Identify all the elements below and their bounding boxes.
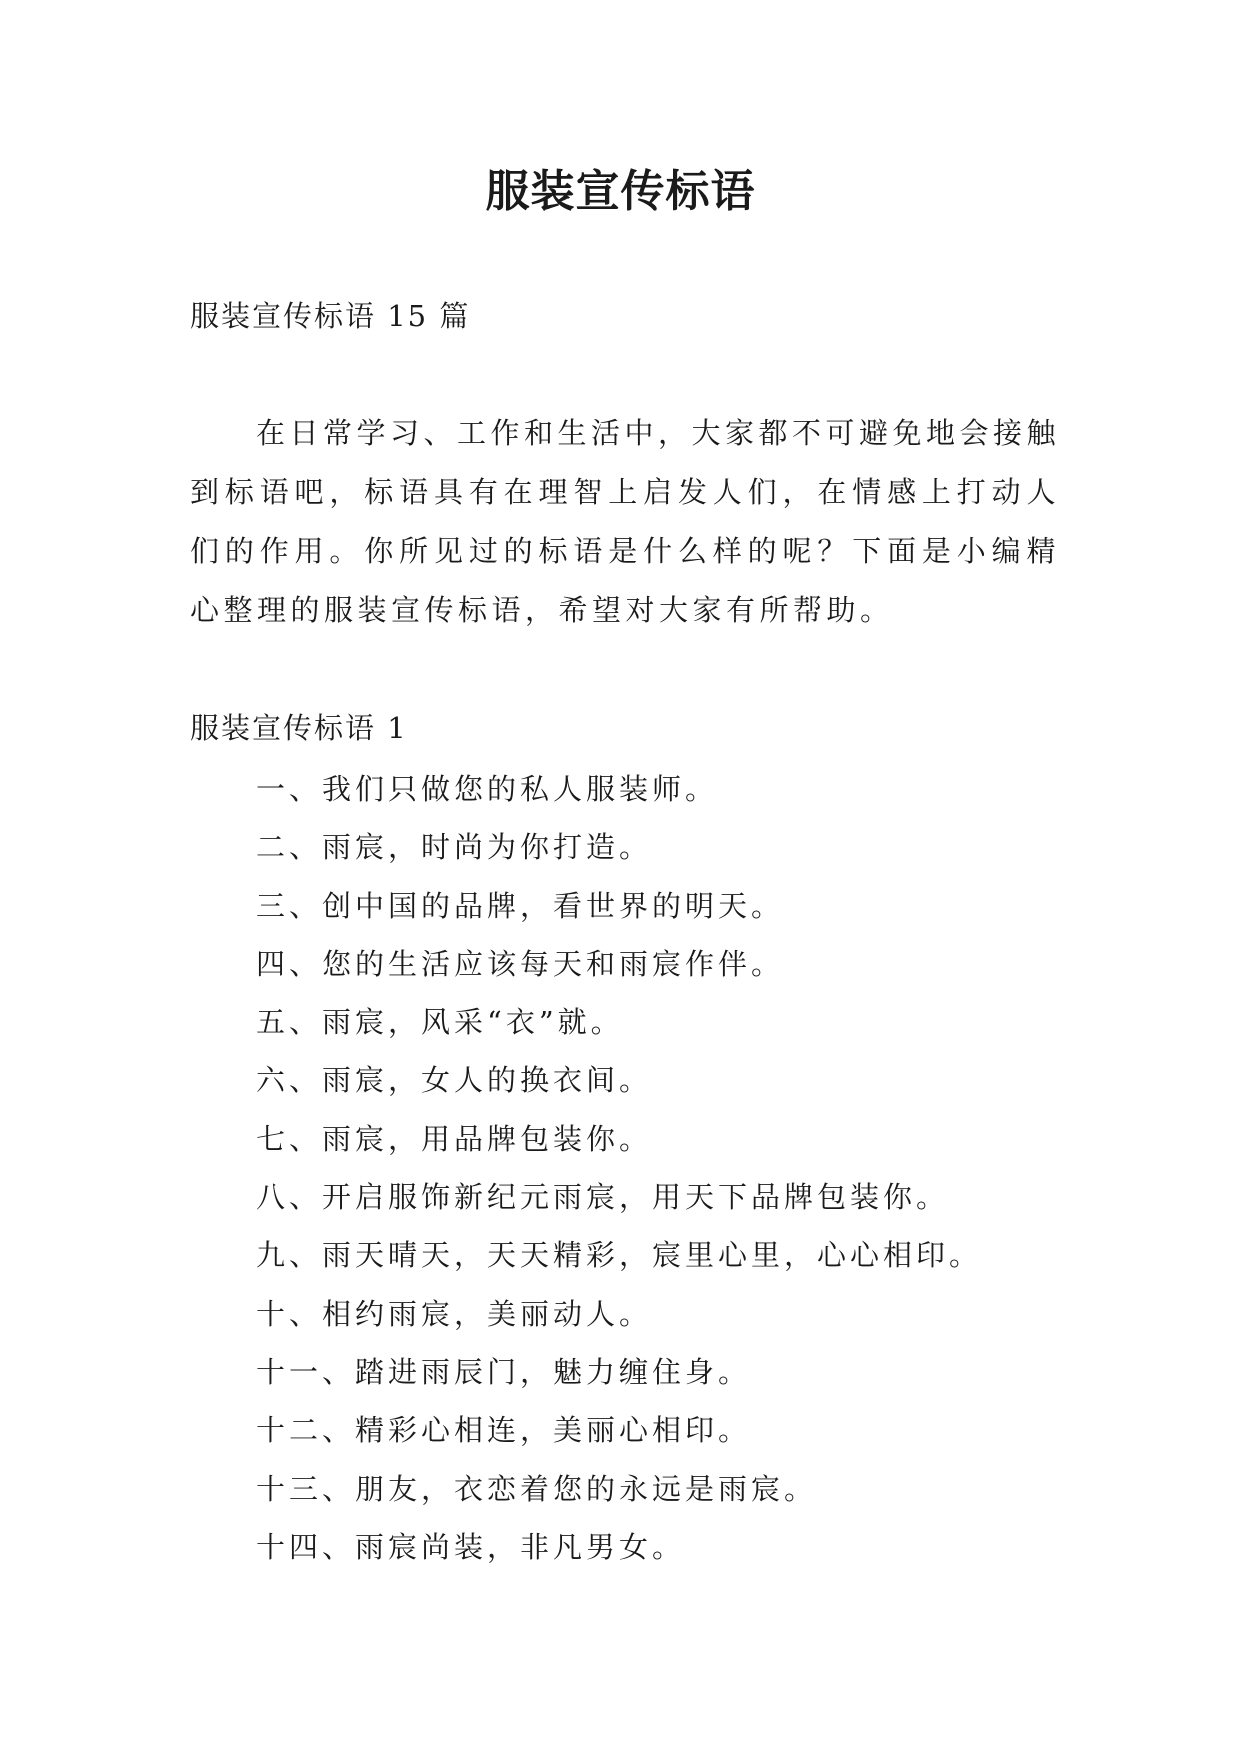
intro-paragraph: 在日常学习、工作和生活中，大家都不可避免地会接触到标语吧，标语具有在理智上启发人们，在情感上打动人们的作用。你所见过的标语是什么样的呢？下面是小编精心整理的服装宣传标语，希望对大家有所帮助。 — [190, 416, 1061, 627]
slogan-item: 四、您的生活应该每天和雨宸作伴。 — [256, 946, 785, 981]
slogan-item: 九、雨天晴天，天天精彩，宸里心里，心心相印。 — [256, 1238, 983, 1273]
document-title: 服装宣传标语 — [485, 166, 756, 217]
slogan-item: 十一、踏进雨辰门，魅力缠住身。 — [256, 1354, 752, 1389]
slogan-item: 十二、精彩心相连，美丽心相印。 — [256, 1413, 752, 1448]
slogan-item: 五、雨宸，风采“衣”就。 — [256, 1005, 624, 1040]
slogan-item: 八、开启服饰新纪元雨宸，用天下品牌包装你。 — [256, 1180, 950, 1215]
slogan-item: 十四、雨宸尚装，非凡男女。 — [256, 1529, 686, 1564]
slogan-list — [256, 760, 982, 1576]
slogan-item: 三、创中国的品牌，看世界的明天。 — [256, 888, 785, 923]
slogan-item: 七、雨宸，用品牌包装你。 — [256, 1121, 653, 1156]
slogan-item: 六、雨宸，女人的换衣间。 — [256, 1063, 653, 1098]
slogan-item: 一、我们只做您的私人服装师。 — [256, 772, 719, 806]
document-subtitle: 服装宣传标语 15 篇 — [190, 299, 471, 333]
slogan-item: 十三、朋友，衣恋着您的永远是雨宸。 — [256, 1471, 818, 1506]
slogan-item: 二、雨宸，时尚为你打造。 — [256, 830, 653, 865]
section-heading: 服装宣传标语 1 — [190, 711, 408, 745]
slogan-item: 十、相约雨宸，美丽动人。 — [256, 1296, 653, 1331]
